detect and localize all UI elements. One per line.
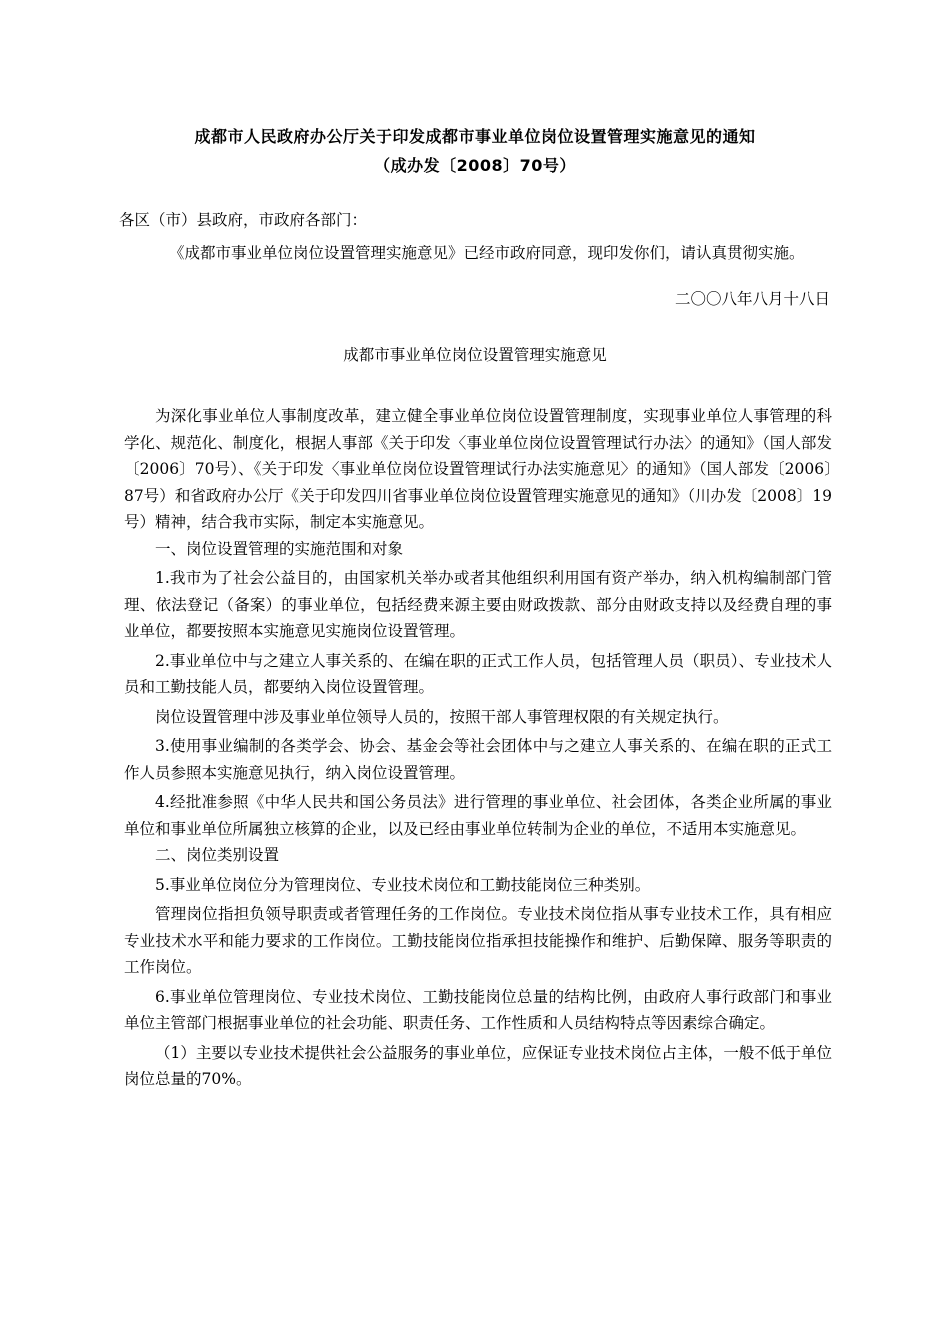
paragraph-post-types: 管理岗位指担负领导职责或者管理任务的工作岗位。专业技术岗位指从事专业技术工作，具有相应专业技术水平和能力要求的工作岗位。工勤技能岗位指承担技能操作和维护、后勤保障、服务等职责的工作岗位。	[124, 905, 832, 976]
paragraph-leaders: 岗位设置管理中涉及事业单位领导人员的，按照干部人事管理权限的有关规定执行。	[155, 707, 729, 726]
notice-line: 《成都市事业单位岗位设置管理实施意见》已经市政府同意，现印发你们，请认真贯彻实施。	[169, 244, 805, 262]
paragraph-item-6: 6.事业单位管理岗位、专业技术岗位、工勤技能岗位总量的结构比例，由政府人事行政部门和事业单位主管部门根据事业单位的社会功能、职责任务、工作性质和人员结构特点等因素综合确定。	[124, 987, 832, 1032]
paragraph-item-3: 3.使用事业编制的各类学会、协会、基金会等社会团体中与之建立人事关系的、在编在职的正式工作人员参照本实施意见执行，纳入岗位设置管理。	[124, 737, 832, 782]
paragraph-sub-item-1: （1）主要以专业技术提供社会公益服务的事业单位，应保证专业技术岗位占主体，一般不低于单位岗位总量的70%。	[124, 1043, 832, 1088]
document-date: 二〇〇八年八月十八日	[674, 290, 830, 308]
section-heading-categories: 二、岗位类别设置	[155, 846, 280, 864]
document-subtitle: 成都市事业单位岗位设置管理实施意见	[343, 346, 607, 364]
paragraph-intro: 为深化事业单位人事制度改革，建立健全事业单位岗位设置管理制度，实现事业单位人事管理的科学化、规范化、制度化，根据人事部《关于印发〈事业单位岗位设置管理试行办法〉的通知》（国人部发〔2006〕70号）、《关于印发〈事业单位岗位设置管理试行办法实施意见〉的通知》（国人部发〔2006〕87号）和省政府办公厅《关于印发四川省事业单位岗位设置管理实施意见的通知》（川办发〔2008〕19号）精神，结合我市实际，制定本实施意见。	[124, 407, 832, 531]
paragraph-item-4: 4.经批准参照《中华人民共和国公务员法》进行管理的事业单位、社会团体，各类企业所属的事业单位和事业单位所属独立核算的企业，以及已经由事业单位转制为企业的单位，不适用本实施意见。	[124, 793, 832, 838]
section-heading-scope: 一、岗位设置管理的实施范围和对象	[155, 539, 404, 558]
paragraph-item-2: 2.事业单位中与之建立人事关系的、在编在职的正式工作人员，包括管理人员（职员）、专业技术人员和工勤技能人员，都要纳入岗位设置管理。	[124, 651, 832, 696]
document-title: 成都市人民政府办公厅关于印发成都市事业单位岗位设置管理实施意见的通知	[194, 127, 756, 146]
greeting-line: 各区（市）县政府，市政府各部门：	[119, 211, 368, 229]
document-body	[124, 403, 832, 1093]
paragraph-item-5: 5.事业单位岗位分为管理岗位、专业技术岗位和工勤技能岗位三种类别。	[155, 875, 651, 894]
paragraph-item-1: 1.我市为了社会公益目的，由国家机关举办或者其他组织利用国有资产举办，纳入机构编制部门管理、依法登记（备案）的事业单位，包括经费来源主要由财政拨款、部分由财政支持以及经费自理的事业单位，都要按照本实施意见实施岗位设置管理。	[124, 569, 832, 640]
document-number: （成办发〔2008〕70号）	[374, 156, 576, 175]
